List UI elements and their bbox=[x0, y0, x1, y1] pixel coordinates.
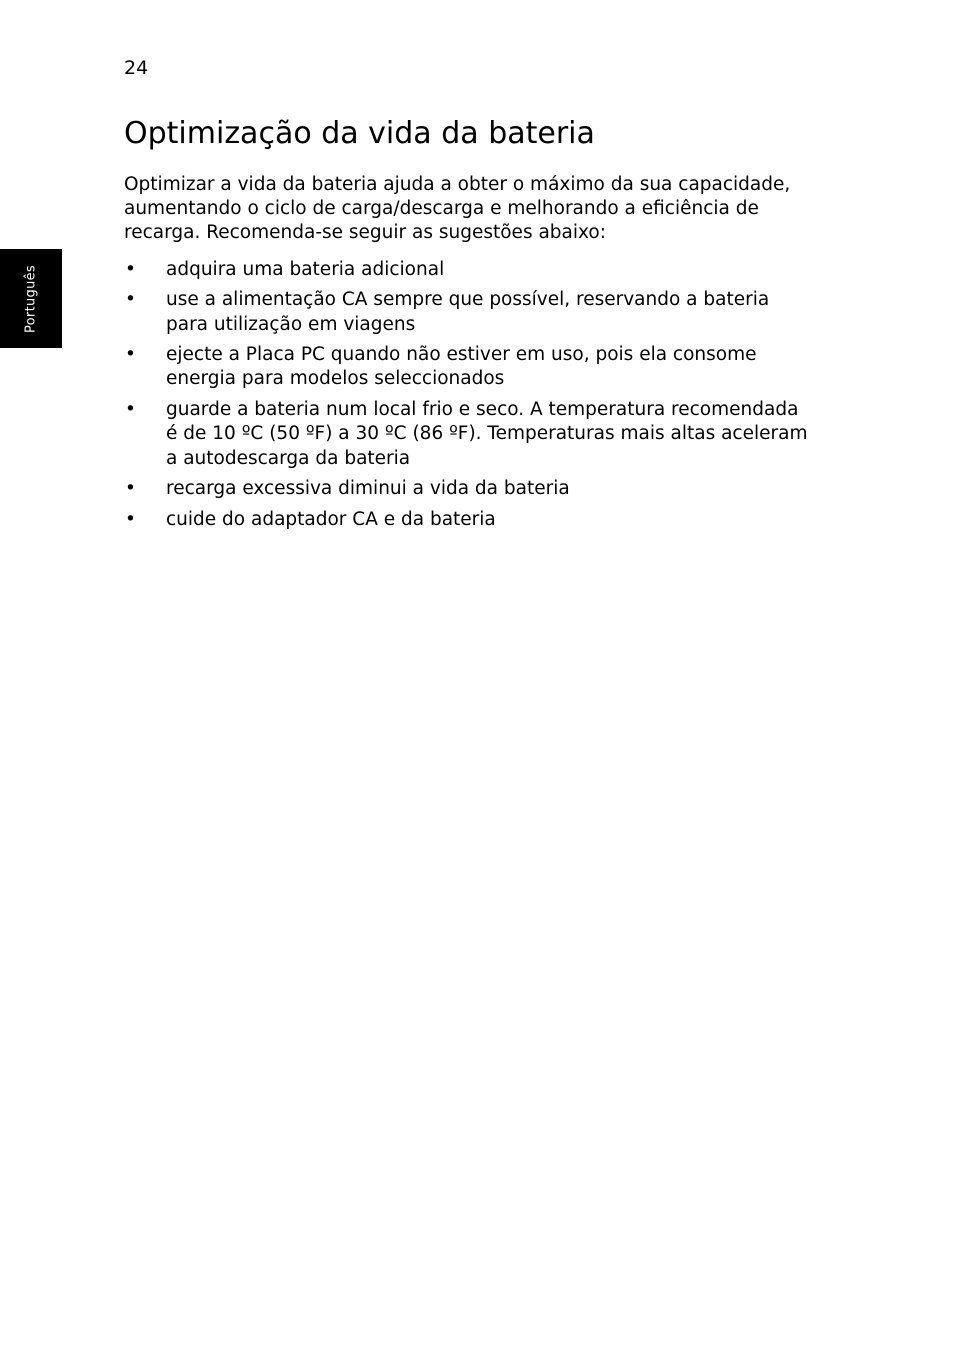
language-tab-label: Português bbox=[23, 264, 39, 333]
list-item bbox=[124, 398, 814, 471]
list-item bbox=[124, 343, 814, 391]
list-item bbox=[124, 258, 814, 282]
list-item bbox=[124, 477, 814, 501]
list-item-text: recarga excessiva diminui a vida da bateria bbox=[166, 478, 570, 500]
list-item-text: ejecte a Placa PC quando não estiver em uso, pois ela consome energia para modelos seleccionados bbox=[166, 344, 757, 390]
page-number: 24 bbox=[124, 57, 149, 79]
list-item-text: cuide do adaptador CA e da bateria bbox=[166, 508, 496, 530]
bullet-icon: • bbox=[125, 478, 136, 500]
bullet-icon: • bbox=[125, 508, 136, 530]
list-item-text: adquira uma bateria adicional bbox=[166, 258, 445, 280]
list-item-text: guarde a bateria num local frio e seco. A temperatura recomendada é de 10 ºC (50 ºF) a 30 ºC (86 ºF). Temperaturas mais altas aceleram a autodescarga da bateria bbox=[166, 399, 808, 469]
bullet-icon: • bbox=[125, 258, 136, 280]
list-item bbox=[124, 288, 814, 336]
language-side-tab bbox=[0, 249, 62, 348]
intro-paragraph: Optimizar a vida da bateria ajuda a obter o máximo da sua capacidade, aumentando o ciclo de carga/descarga e melhorando a eficiência de recarga. Recomenda-se seguir as sugestões abaixo: bbox=[124, 174, 791, 244]
page-title: Optimização da vida da bateria bbox=[124, 116, 595, 151]
bullet-icon: • bbox=[125, 344, 136, 366]
bullet-icon: • bbox=[125, 289, 136, 311]
tips-list bbox=[124, 258, 814, 533]
list-item bbox=[124, 508, 814, 532]
list-item-text: use a alimentação CA sempre que possível, reservando a bateria para utilização em viagens bbox=[166, 289, 770, 335]
bullet-icon: • bbox=[125, 399, 136, 421]
page-content bbox=[124, 173, 814, 539]
